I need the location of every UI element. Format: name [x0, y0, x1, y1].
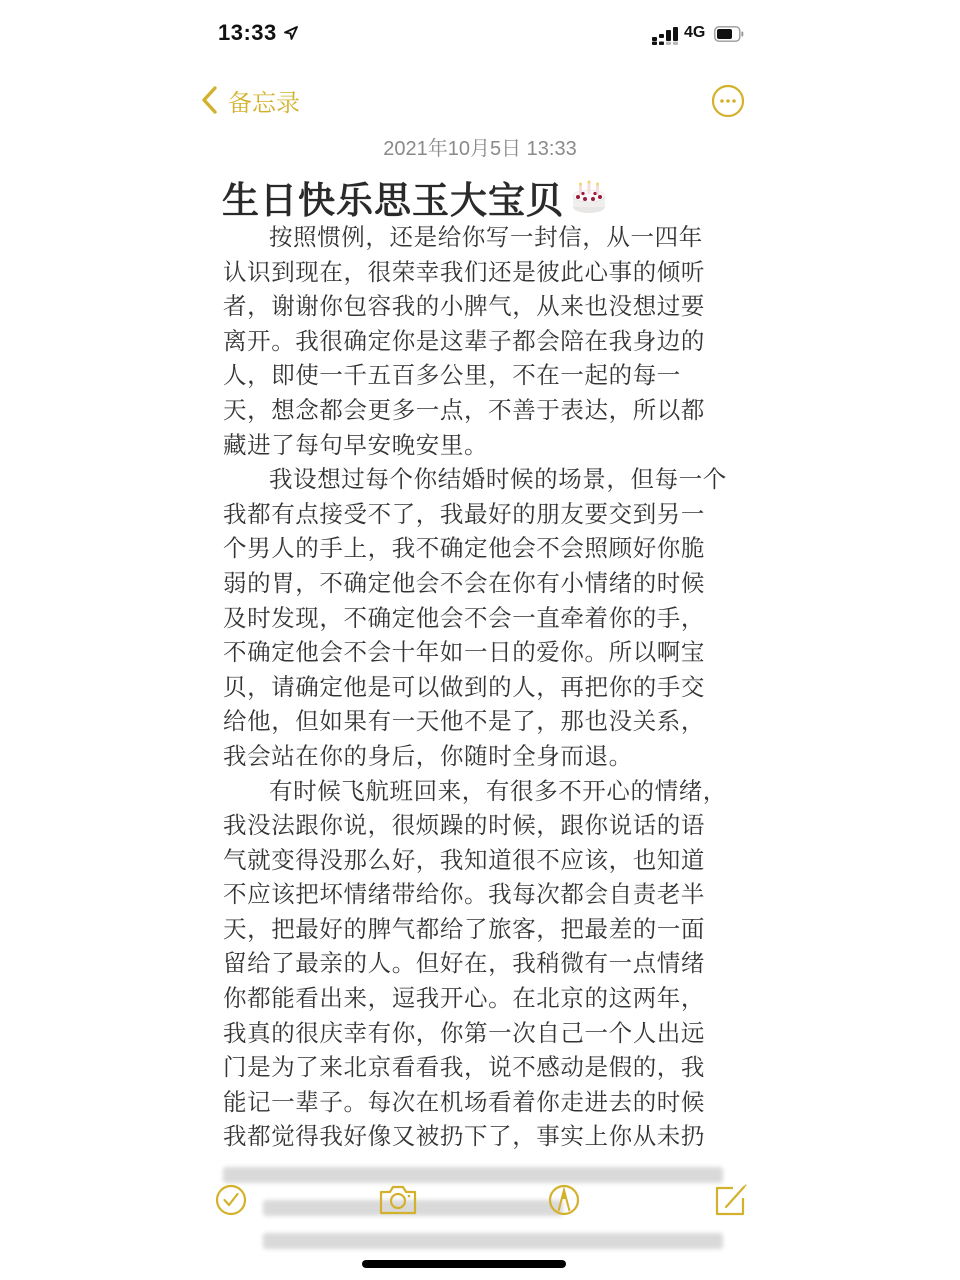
camera-icon[interactable] — [378, 1180, 418, 1218]
note-title-text: 生日快乐思玉大宝贝 — [222, 179, 564, 222]
cellular-signal-icon — [652, 27, 678, 45]
text-line: 不应该把坏情绪带给你。我每次都会自责老半 — [223, 880, 705, 909]
text-line: 者，谢谢你包容我的小脾气，从来也没想过要 — [223, 292, 705, 321]
text-line: 能记一辈子。每次在机场看着你走进去的时候 — [223, 1087, 705, 1116]
text-line: 我设想过每个你结婚时候的场景，但每一个 — [269, 465, 727, 494]
battery-icon — [714, 26, 744, 42]
text-line: 天，把最好的脾气都给了旅客，把最差的一面 — [223, 914, 705, 943]
text-line: 气就变得没那么好，我知道很不应该，也知道 — [223, 845, 705, 874]
home-indicator[interactable] — [362, 1260, 566, 1268]
text-line: 我都有点接受不了，我最好的朋友要交到另一 — [223, 499, 705, 528]
text-line: 你都能看出来，逗我开心。在北京的这两年， — [223, 984, 705, 1013]
birthday-cake-icon — [570, 179, 608, 215]
text-line: 藏进了每句早安晚安里。 — [223, 430, 489, 459]
note-body[interactable] — [223, 220, 743, 1154]
paragraph-3 — [223, 774, 743, 1155]
text-line: 按照惯例，还是给你写一封信，从一四年 — [269, 223, 703, 251]
text-line: 人，即使一千五百多公里，不在一起的每一 — [223, 361, 681, 390]
ellipsis-circle-icon[interactable] — [711, 84, 745, 118]
paragraph-1 — [223, 220, 743, 462]
text-line: 有时候飞航班回来，有很多不开心的情绪， — [269, 776, 727, 805]
checkmark-circle-icon[interactable] — [213, 1180, 249, 1218]
note-title[interactable] — [222, 170, 608, 224]
text-line: 我会站在你的身后，你随时全身而退。 — [223, 741, 633, 770]
compose-icon[interactable] — [712, 1180, 748, 1218]
text-line: 我都觉得我好像又被扔下了，事实上你从未扔 — [223, 1122, 705, 1151]
bottom-toolbar — [0, 1180, 960, 1224]
text-line: 不确定他会不会十年如一日的爱你。所以啊宝 — [223, 638, 705, 667]
text-line: 我没法跟你说，很烦躁的时候，跟你说话的语 — [223, 811, 705, 840]
text-line: 给他，但如果有一天他不是了，那也没关系， — [223, 707, 705, 736]
network-type: 4G — [684, 24, 706, 41]
text-line: 贝，请确定他是可以做到的人，再把你的手交 — [223, 672, 705, 701]
blurred-line — [263, 1233, 723, 1249]
back-button[interactable] — [200, 84, 300, 116]
status-time: 13:33 — [218, 20, 277, 45]
nav-bar — [0, 78, 960, 122]
text-line: 个男人的手上，我不确定他会不会照顾好你脆 — [223, 534, 705, 563]
location-arrow-icon — [284, 26, 298, 40]
paragraph-2 — [223, 462, 743, 773]
text-line: 我真的很庆幸有你，你第一次自己一个人出远 — [223, 1018, 705, 1047]
back-label: 备忘录 — [228, 88, 300, 117]
text-line: 及时发现，不确定他会不会一直牵着你的手， — [223, 603, 705, 632]
text-line: 门是为了来北京看看我，说不感动是假的，我 — [223, 1053, 705, 1082]
text-line: 离开。我很确定你是这辈子都会陪在我身边的 — [223, 326, 705, 355]
text-line: 弱的胃，不确定他会不会在你有小情绪的时候 — [223, 568, 705, 597]
status-bar — [0, 0, 960, 70]
pen-tip-circle-icon[interactable] — [546, 1180, 582, 1218]
text-line: 留给了最亲的人。但好在，我稍微有一点情绪 — [223, 949, 705, 978]
chevron-left-icon — [200, 85, 218, 115]
note-date: 2021年10月5日 13:33 — [383, 138, 577, 160]
text-line: 天，想念都会更多一点，不善于表达，所以都 — [223, 395, 705, 424]
text-line: 认识到现在，很荣幸我们还是彼此心事的倾听 — [223, 257, 705, 286]
